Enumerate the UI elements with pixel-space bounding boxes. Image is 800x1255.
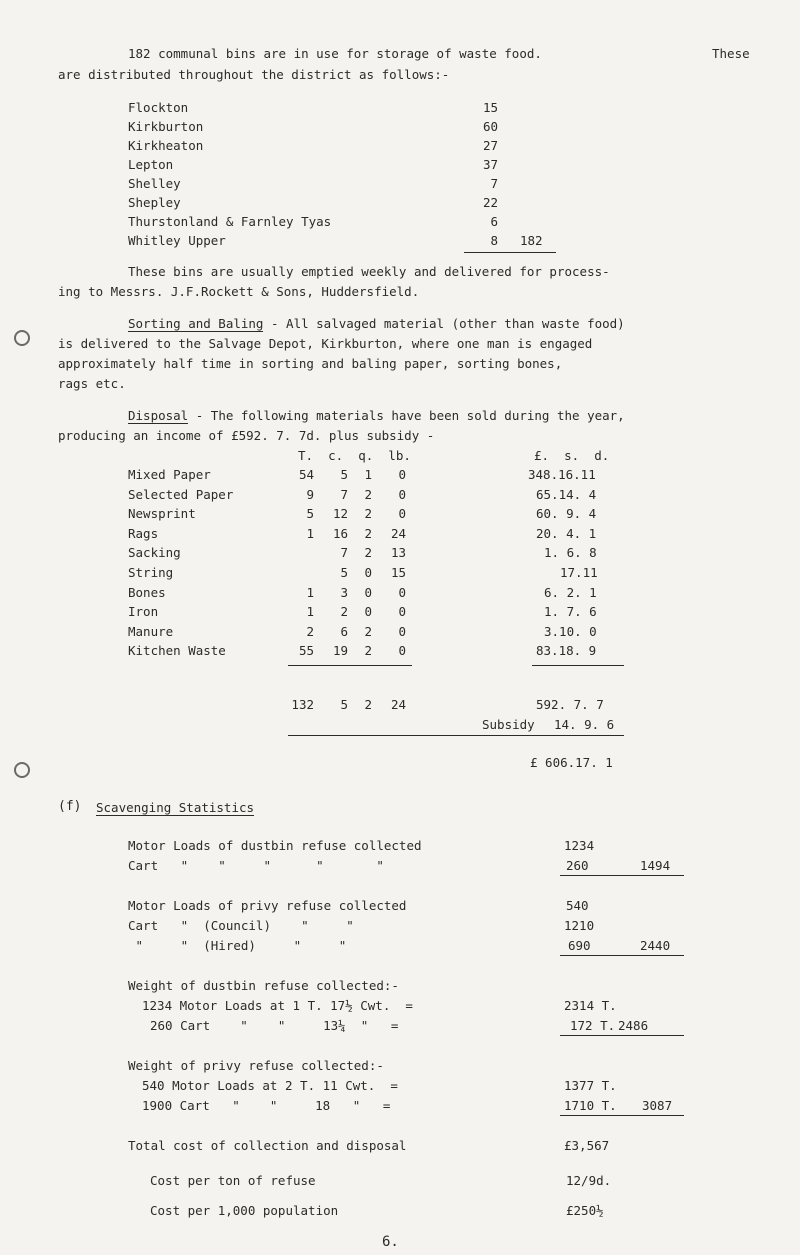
bin-count: 7 (490, 176, 498, 191)
weight-privy-line-1-value: 1377 T. (564, 1078, 617, 1093)
intro-line-2: are distributed throughout the district as follows:- (58, 67, 450, 82)
cost-per-ton-value: 12/9d. (566, 1173, 612, 1188)
item-money: 83.18. 9 (536, 643, 597, 659)
item-tons: 1 (306, 525, 314, 541)
list-item (128, 119, 558, 138)
privy-council-value: 1210 (564, 918, 595, 933)
weight-privy-line-2-value: 1710 T. (564, 1098, 617, 1113)
item-cwt: 6 (340, 623, 348, 639)
item-cwt: 5 (340, 564, 348, 580)
bins-list (128, 100, 558, 252)
punch-hole-bottom (14, 762, 30, 778)
section-label: (f) (58, 799, 82, 814)
table-row (0, 545, 800, 565)
item-qtr: 0 (364, 584, 372, 600)
item-money: 3.10. 0 (544, 623, 597, 639)
weight-dustbin-line-2: 260 Cart " " 13¼ " = (150, 1018, 399, 1033)
dustbin-total: 1494 (640, 858, 671, 873)
item-lb: 0 (398, 584, 406, 600)
item-qtr: 2 (364, 525, 372, 541)
bin-place: Whitley Upper (128, 233, 226, 248)
table-row (0, 643, 800, 663)
total-qtr: 2 (364, 697, 372, 712)
bin-place: Shepley (128, 195, 181, 210)
bin-count: 37 (482, 157, 498, 172)
grand-total: £ 606.17. 1 (530, 755, 613, 770)
subsidy-value: 14. 9. 6 (554, 717, 615, 732)
money-units-header: £. s. d. (534, 448, 610, 463)
item-money: 6. 2. 1 (544, 584, 597, 600)
privy-motor-value: 540 (566, 898, 589, 913)
item-cwt: 7 (340, 486, 348, 502)
total-lb: 24 (390, 697, 406, 712)
total-cost-label: Total cost of collection and disposal (128, 1138, 407, 1153)
bins-total: 182 (520, 233, 543, 248)
weight-dustbin-underline (560, 1035, 684, 1036)
total-tons: 132 (291, 697, 314, 712)
item-qtr: 1 (364, 467, 372, 482)
list-item (128, 100, 558, 119)
table-row (0, 526, 800, 546)
sorting-heading: Sorting and Baling (128, 316, 264, 331)
weight-privy-heading: Weight of privy refuse collected:- (128, 1058, 384, 1073)
item-name: Iron (128, 604, 159, 620)
table-row (0, 467, 800, 487)
cost-per-pop-value: £250½ (566, 1203, 604, 1218)
item-money: 1. 7. 6 (544, 604, 597, 620)
item-lb: 0 (398, 506, 406, 522)
dustbin-cart-value: 260 (566, 858, 589, 873)
item-qtr: 0 (364, 604, 372, 620)
item-name: Selected Paper (128, 486, 234, 502)
weight-dustbin-line-1-value: 2314 T. (564, 998, 617, 1013)
dustbin-motor-value: 1234 (564, 838, 595, 853)
item-name: Newsprint (128, 506, 196, 522)
dustbin-motor-label: Motor Loads of dustbin refuse collected (128, 838, 422, 853)
cost-per-pop-label: Cost per 1,000 population (150, 1203, 339, 1218)
item-money: 17.11 (560, 564, 598, 580)
weight-dustbin-total: 2486 (618, 1018, 649, 1033)
item-tons: 9 (306, 486, 314, 502)
bin-count: 6 (490, 214, 498, 229)
subsidy-label: Subsidy (482, 717, 535, 732)
item-qtr: 2 (364, 545, 372, 561)
item-name: Mixed Paper (128, 467, 211, 482)
item-qtr: 2 (364, 486, 372, 502)
disposal-line-2: producing an income of £592. 7. 7d. plus subsidy - (58, 428, 435, 443)
bin-place: Shelley (128, 176, 181, 191)
weight-privy-line-2: 1900 Cart " " 18 " = (142, 1098, 391, 1113)
bin-place: Thurstonland & Farnley Tyas (128, 214, 332, 229)
weight-dustbin-heading: Weight of dustbin refuse collected:- (128, 978, 399, 993)
item-cwt: 5 (340, 467, 348, 482)
table-row (0, 585, 800, 605)
weight-units-header: T. c. q. lb. (298, 448, 411, 463)
bin-count: 60 (482, 119, 498, 134)
item-name: Rags (128, 525, 159, 541)
bin-place: Lepton (128, 157, 174, 172)
dustbin-cart-label: Cart " " " " " (128, 858, 384, 873)
bin-place: Kirkburton (128, 119, 204, 134)
bin-count: 22 (482, 195, 498, 210)
punch-hole-top (14, 330, 30, 346)
list-item (128, 157, 558, 176)
intro-line-1: 182 communal bins are in use for storage of waste food. (128, 46, 542, 61)
table-row (0, 624, 800, 644)
item-lb: 0 (398, 623, 406, 639)
disposal-text: - The following materials have been sold during the year, (188, 408, 625, 423)
scavenging-heading: Scavenging Statistics (96, 800, 255, 815)
table-row (0, 604, 800, 624)
privy-total: 2440 (640, 938, 671, 953)
weight-dustbin-line-2-value: 172 T. (570, 1018, 616, 1033)
subsidy-underline (288, 735, 624, 736)
list-item (128, 176, 558, 195)
item-name: Sacking (128, 545, 181, 561)
item-lb: 0 (398, 604, 406, 620)
item-lb: 24 (390, 525, 406, 541)
item-name: Manure (128, 623, 174, 639)
item-tons: 1 (306, 604, 314, 620)
dustbin-underline (560, 875, 684, 876)
item-cwt: 2 (340, 604, 348, 620)
item-money: 60. 9. 4 (536, 506, 597, 522)
item-lb: 15 (390, 564, 406, 580)
table-row (0, 565, 800, 585)
table-row (0, 487, 800, 507)
item-cwt: 19 (332, 643, 348, 659)
item-tons: 1 (306, 584, 314, 600)
money-underline (532, 665, 624, 666)
item-qtr: 0 (364, 564, 372, 580)
item-lb: 0 (398, 486, 406, 502)
weight-privy-line-1: 540 Motor Loads at 2 T. 11 Cwt. = (142, 1078, 398, 1093)
item-cwt: 12 (332, 506, 348, 522)
list-item (128, 214, 558, 233)
privy-council-label: Cart " (Council) " " (128, 918, 354, 933)
total-money: 592. 7. 7 (536, 697, 604, 712)
item-name: Kitchen Waste (128, 643, 226, 659)
item-cwt: 7 (340, 545, 348, 561)
cost-per-ton-label: Cost per ton of refuse (150, 1173, 316, 1188)
item-cwt: 3 (340, 584, 348, 600)
sorting-line-3: approximately half time in sorting and baling paper, sorting bones, (58, 356, 563, 371)
bin-place: Flockton (128, 100, 189, 115)
sorting-text: - All salvaged material (other than waste food) (263, 316, 625, 331)
item-name: String (128, 564, 174, 580)
bin-place: Kirkheaton (128, 138, 204, 153)
disposal-heading: Disposal (128, 408, 189, 423)
privy-hired-value: 690 (568, 938, 591, 953)
weight-dustbin-line-1: 1234 Motor Loads at 1 T. 17½ Cwt. = (142, 998, 413, 1013)
intro-line-1-tail: These (712, 46, 750, 61)
weight-privy-underline (560, 1115, 684, 1116)
item-lb: 0 (398, 643, 406, 659)
sorting-line-1 (128, 316, 625, 331)
weight-privy-total: 3087 (642, 1098, 673, 1113)
sorting-line-4: rags etc. (58, 376, 126, 391)
item-money: 1. 6. 8 (544, 545, 597, 561)
item-tons: 5 (306, 506, 314, 522)
disposal-table (0, 467, 800, 663)
item-qtr: 2 (364, 506, 372, 522)
disposal-line-1 (128, 408, 625, 423)
item-name: Bones (128, 584, 166, 600)
total-cwt: 5 (340, 697, 348, 712)
privy-hired-label: " " (Hired) " " (128, 938, 347, 953)
item-tons: 2 (306, 623, 314, 639)
item-lb: 0 (398, 467, 406, 482)
item-money: 348.16.11 (528, 467, 596, 482)
list-item (128, 138, 558, 157)
bin-count: 27 (482, 138, 498, 153)
bin-count: 15 (482, 100, 498, 115)
item-tons: 54 (298, 467, 314, 482)
sorting-line-2: is delivered to the Salvage Depot, Kirkburton, where one man is engaged (58, 336, 593, 351)
privy-underline (560, 955, 684, 956)
list-item (128, 233, 558, 252)
list-item (128, 195, 558, 214)
bin-count: 8 (490, 233, 498, 248)
table-row (0, 506, 800, 526)
item-qtr: 2 (364, 643, 372, 659)
total-cost-value: £3,567 (564, 1138, 610, 1153)
page-number: 6. (382, 1234, 399, 1250)
emptied-line-1: These bins are usually emptied weekly and delivered for process- (128, 264, 610, 279)
privy-motor-label: Motor Loads of privy refuse collected (128, 898, 407, 913)
item-lb: 13 (390, 545, 406, 561)
item-qtr: 2 (364, 623, 372, 639)
item-tons: 55 (298, 643, 314, 659)
emptied-line-2: ing to Messrs. J.F.Rockett & Sons, Huddersfield. (58, 284, 420, 299)
item-money: 20. 4. 1 (536, 525, 597, 541)
weight-underline (288, 665, 412, 666)
item-cwt: 16 (332, 525, 348, 541)
bins-underline (464, 252, 556, 253)
item-money: 65.14. 4 (536, 486, 597, 502)
